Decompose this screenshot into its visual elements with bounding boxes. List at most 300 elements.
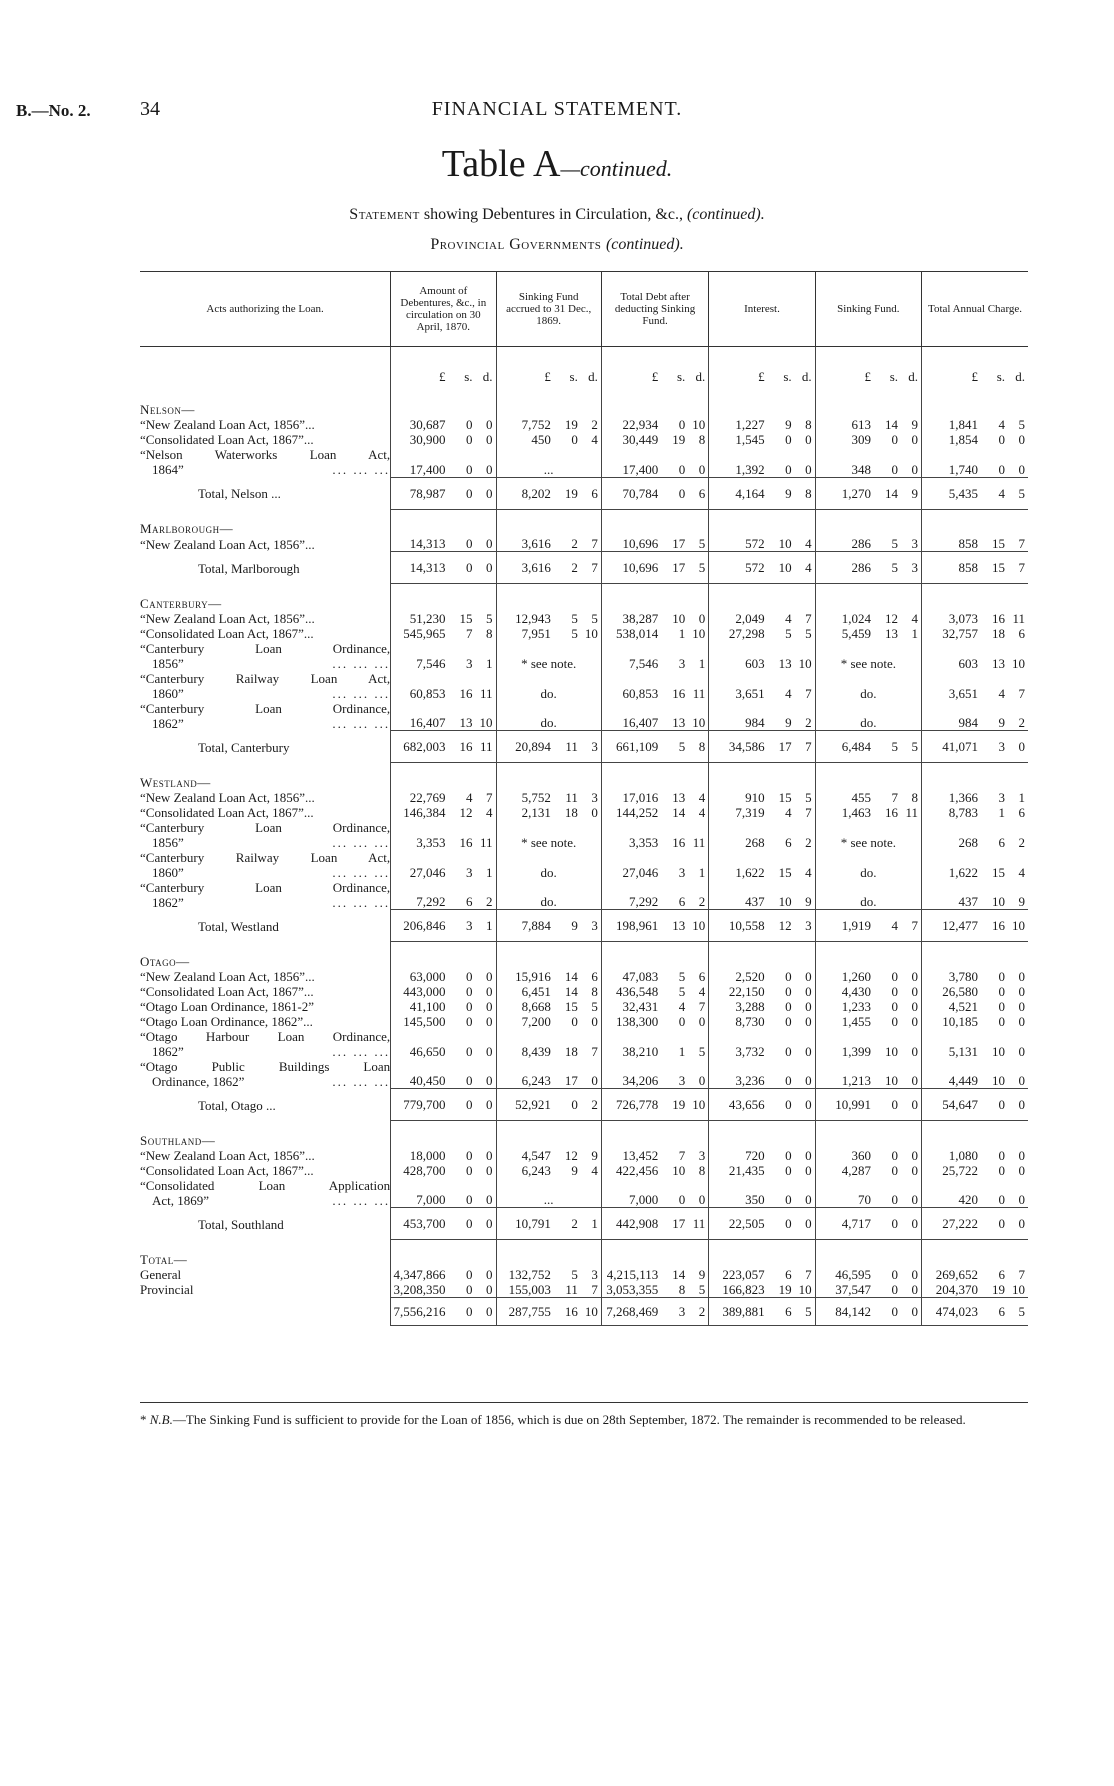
cell-annual-value (922, 715, 1028, 730)
cell-amount-value (391, 486, 495, 501)
label-text: “Consolidated Loan Act, 1867”... (140, 432, 314, 447)
cell-amount-value (391, 536, 495, 551)
cell-annual-pounds: 26,580 (942, 983, 978, 999)
cell-sinking-shillings: 0 (891, 1266, 899, 1282)
footnote (140, 1412, 1033, 1428)
cell-accrued-pence: 6 (591, 968, 598, 984)
cell-sinking-shillings: 0 (891, 968, 899, 984)
cell-amount-pence: 0 (486, 560, 493, 575)
cell-accrued-pence: 6 (591, 485, 598, 501)
cell-amount-pence: 0 (486, 461, 493, 477)
cell-amount-value (391, 984, 495, 999)
cell-accrued (496, 820, 601, 850)
cell-amount-pounds: 60,853 (409, 685, 446, 701)
cell-interest (709, 1297, 815, 1325)
cell-sinking-value (816, 969, 921, 984)
cell-accrued-pence: 5 (591, 610, 598, 626)
cell-annual-shillings: 15 (992, 864, 1005, 880)
cell-debt-pence: 2 (698, 894, 706, 909)
cell-sinking-pence: 1 (911, 625, 919, 641)
label-text: “New Zealand Loan Act, 1856”... (140, 536, 315, 552)
provincial-continued: (continued). (605, 236, 684, 253)
cell-interest-pounds: 43,656 (728, 1097, 765, 1112)
grand-general-row (140, 1267, 1028, 1282)
table-row-label (140, 447, 391, 477)
label-line (140, 835, 390, 850)
cell-debt-pence: 4 (698, 983, 706, 999)
cell-amount-pounds: 51,230 (409, 610, 446, 626)
cell-annual-pounds: 858 (958, 560, 978, 575)
cell-annual-value (922, 656, 1028, 671)
cell-amount-pounds: 453,700 (403, 1216, 446, 1231)
cell-interest-pounds: 10,558 (728, 918, 765, 933)
cell-interest-value (709, 715, 814, 730)
cell-amount-pence: 0 (486, 998, 493, 1014)
cell-annual-shillings: 19 (992, 1281, 1005, 1297)
cell-debt-pounds: 3,053,355 (606, 1281, 659, 1297)
cell-annual-shillings: 0 (998, 1013, 1005, 1029)
cell-interest-pence: 0 (805, 983, 812, 999)
cell-amount (391, 671, 496, 701)
cell-annual-value (922, 1148, 1028, 1163)
cell-debt-pounds: 4,215,113 (606, 1266, 659, 1282)
cell-interest-pence: 0 (805, 1097, 812, 1112)
cell-debt-pence: 8 (698, 1162, 706, 1178)
grand-provincial-row (140, 1282, 1028, 1298)
table-row (140, 701, 1028, 731)
cell-amount-pounds: 4,347,866 (393, 1266, 446, 1282)
label-text: Total, Southland (198, 1216, 284, 1232)
cell-amount (391, 432, 496, 447)
cell-interest-pounds: 1,392 (735, 461, 765, 477)
cell-sinking-value (816, 790, 921, 805)
cell-amount (391, 1297, 496, 1325)
cell-annual-value (922, 918, 1028, 933)
cell-sinking-pounds: 70 (858, 1192, 872, 1207)
cell-sinking-pence: 0 (911, 998, 919, 1014)
cell-interest (709, 1059, 815, 1089)
cell-annual (922, 1014, 1028, 1029)
cell-annual-shillings: 1 (998, 804, 1005, 820)
cell-debt (601, 805, 708, 820)
cell-sinking-value (816, 1216, 921, 1231)
cell-debt-pence: 0 (698, 1013, 706, 1029)
cell-debt-value (602, 1044, 708, 1059)
cell-interest (709, 432, 815, 447)
cell-debt-shillings: 19 (672, 1097, 686, 1112)
cell-debt-shillings: 0 (678, 485, 686, 501)
cell-amount-pence: 0 (486, 1266, 493, 1282)
cell-accrued-value (497, 1267, 601, 1282)
cell-accrued (496, 1163, 601, 1178)
cell-debt-value (602, 686, 708, 701)
cell-accrued-note: do. (540, 715, 557, 730)
cell-debt-shillings: 7 (678, 1147, 686, 1163)
cell-amount-shillings: 12 (459, 804, 473, 820)
cell-debt-pounds: 38,210 (622, 1043, 659, 1059)
cell-amount (391, 552, 496, 584)
cell-debt (601, 432, 708, 447)
cell-sinking-shillings: 14 (885, 485, 899, 501)
cell-annual-pence: 5 (1018, 417, 1025, 432)
cell-sinking (815, 1208, 921, 1240)
cell-sinking-value (816, 1163, 921, 1178)
provincial-subtitle (0, 236, 1114, 254)
cell-interest (709, 850, 815, 880)
cell-accrued-note: do. (540, 864, 557, 880)
label-line-text: 1862” (152, 1043, 184, 1059)
cell-amount-shillings: 4 (466, 789, 473, 805)
cell-annual-pence: 5 (1018, 1303, 1025, 1319)
cell-interest (709, 790, 815, 805)
cell-sinking-shillings: 5 (891, 739, 899, 754)
cell-amount-value (391, 969, 495, 984)
cell-annual (922, 671, 1028, 701)
cell-interest-value (709, 1014, 814, 1029)
cell-sinking-pence: 0 (911, 1303, 919, 1319)
cell-accrued (496, 536, 601, 552)
cell-debt (601, 1148, 708, 1163)
cell-annual-pence: 0 (1018, 1097, 1025, 1112)
cell-annual-pence: 0 (1018, 1073, 1025, 1088)
cell-annual-pounds: 3,073 (948, 610, 978, 626)
table-title (0, 142, 1114, 186)
label-line: “Canterbury Railway Loan Act, (140, 849, 391, 865)
cell-annual-pounds: 54,647 (942, 1097, 978, 1112)
cell-sinking-pounds: 4,430 (841, 983, 872, 999)
cell-interest-shillings: 9 (785, 417, 792, 432)
cell-accrued-pence: 10 (584, 1303, 598, 1319)
cell-annual-shillings: 10 (992, 894, 1005, 909)
cell-sinking-pence: 8 (911, 789, 919, 805)
cell-interest-shillings: 13 (778, 655, 792, 671)
cell-accrued-pence: 7 (591, 560, 598, 575)
cell-annual-pounds: 3,780 (948, 968, 978, 984)
units: £ s. d. (544, 369, 598, 384)
cell-annual-value (922, 984, 1028, 999)
cell-interest-pounds: 350 (745, 1192, 765, 1207)
total-row-southland-label (140, 1208, 391, 1240)
cell-sinking (815, 850, 921, 880)
cell-annual-pounds: 4,449 (948, 1073, 978, 1088)
cell-accrued-pence: 2 (591, 417, 598, 432)
cell-accrued (496, 1178, 601, 1208)
cell-annual-shillings: 13 (992, 655, 1005, 671)
label-line (140, 1044, 390, 1059)
cell-sinking (815, 641, 921, 671)
cell-accrued (496, 969, 601, 984)
cell-sinking-shillings: 0 (891, 461, 899, 477)
cell-interest-value (709, 1282, 814, 1297)
cell-interest-pounds: 22,505 (728, 1216, 765, 1231)
cell-interest-pence: 0 (805, 1147, 812, 1163)
cell-sinking-pence: 0 (911, 968, 919, 984)
cell-sinking-value (816, 918, 921, 933)
cell-interest (709, 701, 815, 731)
cell-sinking (815, 1178, 921, 1208)
cell-debt-pounds: 17,400 (622, 461, 659, 477)
cell-amount-pounds: 18,000 (409, 1147, 446, 1163)
cell-amount (391, 820, 496, 850)
cell-debt-pounds: 138,300 (616, 1013, 659, 1029)
label-line-text: Ordinance, 1862” (152, 1073, 245, 1089)
cell-debt (601, 999, 708, 1014)
page-title: FINANCIAL STATEMENT. (431, 98, 683, 120)
table-row (140, 417, 1028, 432)
cell-annual-pounds: 4,521 (948, 998, 978, 1014)
cell-interest-pence: 5 (805, 789, 812, 805)
cell-annual-value (922, 865, 1028, 880)
region-heading-southland (140, 1121, 1028, 1148)
cell-accrued (496, 447, 601, 477)
cell-interest-shillings: 10 (778, 894, 792, 909)
cell-debt-shillings: 0 (678, 1192, 686, 1207)
cell-amount-value (391, 1163, 495, 1178)
cell-accrued-value (497, 1073, 601, 1088)
table-row (140, 1178, 1028, 1208)
cell-debt-value (602, 1216, 708, 1231)
cell-sinking-pounds: 1,024 (841, 610, 872, 626)
cell-annual-value (922, 1014, 1028, 1029)
cell-amount-pence: 0 (486, 417, 493, 432)
cell-amount-pounds: 145,500 (403, 1013, 446, 1029)
cell-interest-value (709, 1097, 814, 1112)
table-bottom-rule (140, 1402, 1028, 1403)
cell-annual (922, 910, 1028, 942)
cell-annual-pounds: 10,185 (942, 1013, 978, 1029)
cell-amount-pence: 8 (486, 625, 493, 641)
cell-debt (601, 641, 708, 671)
cell-amount (391, 1089, 496, 1121)
cell-amount-pounds: 3,353 (416, 834, 446, 850)
cell-sinking-shillings: 12 (885, 610, 899, 626)
cell-annual-pence: 6 (1018, 804, 1025, 820)
label-text: “Consolidated Loan Act, 1867”... (140, 1162, 314, 1178)
cell-interest-value (709, 560, 814, 575)
cell-sinking-value (816, 417, 921, 432)
cell-debt-pounds: 10,696 (622, 536, 659, 551)
cell-accrued-pence: 3 (591, 918, 598, 933)
cell-annual-pounds: 12,477 (942, 918, 978, 933)
label-line: “Canterbury Loan Ordinance, (140, 700, 391, 716)
cell-sinking-pence: 9 (911, 417, 919, 432)
region-name: Otago— (140, 953, 190, 969)
cell-accrued-pence: 7 (591, 1281, 598, 1297)
cell-interest-pounds: 34,586 (728, 739, 765, 754)
cell-amount-shillings: 0 (466, 1043, 473, 1059)
cell-accrued-shillings: 2 (571, 1216, 578, 1231)
total-row-marlborough (140, 552, 1028, 584)
cell-interest-shillings: 6 (785, 834, 792, 850)
debentures-table (140, 271, 1028, 1326)
cell-amount (391, 790, 496, 805)
cell-annual (922, 731, 1028, 763)
cell-accrued-value (497, 790, 601, 805)
label-line-text: 1860” (152, 685, 184, 701)
cell-interest-pounds: 22,150 (728, 983, 765, 999)
cell-interest (709, 820, 815, 850)
grand-sum-row-label (140, 1297, 391, 1325)
cell-amount-pence: 0 (486, 1303, 493, 1319)
cell-interest (709, 1282, 815, 1298)
cell-debt (601, 969, 708, 984)
cell-amount-value (391, 1097, 495, 1112)
cell-accrued-pounds: 6,451 (521, 983, 551, 999)
cell-amount-value (391, 715, 495, 730)
cell-sinking-shillings: 7 (891, 789, 899, 805)
cell-accrued-value (497, 1282, 601, 1297)
label-line (140, 1074, 390, 1089)
cell-amount-shillings: 16 (459, 739, 473, 754)
cell-debt-pence: 4 (698, 789, 706, 805)
table-row-label (140, 850, 391, 880)
cell-amount-pounds: 7,556,216 (393, 1303, 446, 1319)
cell-accrued-pence: 4 (591, 432, 598, 447)
cell-interest-pounds: 1,227 (735, 417, 765, 432)
cell-sinking-pence: 7 (911, 918, 919, 933)
cell-interest-value (709, 969, 814, 984)
cell-debt-pence: 11 (692, 834, 706, 850)
cell-accrued (496, 805, 601, 820)
table-row-label (140, 626, 391, 641)
cell-accrued-shillings: 5 (571, 1266, 578, 1282)
cell-debt-pence: 1 (698, 864, 706, 880)
cell-annual-shillings: 6 (998, 834, 1005, 850)
label-text: Total, Westland (198, 918, 279, 934)
cell-annual (922, 447, 1028, 477)
cell-annual-shillings: 9 (998, 715, 1005, 730)
cell-amount-pounds: 779,700 (403, 1097, 446, 1112)
cell-interest-value (709, 805, 814, 820)
cell-interest-pounds: 3,236 (735, 1073, 765, 1088)
cell-annual-value (922, 835, 1028, 850)
cell-annual (922, 999, 1028, 1014)
cell-accrued-shillings: 14 (564, 968, 578, 984)
cell-interest-value (709, 1267, 814, 1282)
label-text: “Consolidated Loan Act, 1867”... (140, 804, 314, 820)
cell-debt-pence: 1 (698, 655, 706, 671)
cell-annual-shillings: 4 (998, 485, 1005, 501)
cell-annual-shillings: 18 (992, 625, 1005, 641)
cell-amount-shillings: 16 (459, 834, 473, 850)
cell-interest-pence: 10 (798, 655, 812, 671)
cell-amount-shillings: 3 (466, 655, 473, 671)
cell-amount (391, 477, 496, 509)
cell-accrued-pounds: 7,884 (521, 918, 551, 933)
cell-interest (709, 1178, 815, 1208)
cell-accrued-shillings: 2 (571, 560, 578, 575)
cell-accrued-value (497, 560, 601, 575)
cell-interest (709, 552, 815, 584)
cell-accrued-value (497, 1163, 601, 1178)
table-row-label (140, 1059, 391, 1089)
cell-amount-shillings: 0 (466, 983, 473, 999)
region-name: Marlborough— (140, 521, 234, 536)
cell-amount-value (391, 1044, 495, 1059)
cell-interest-value (709, 536, 814, 551)
table-row-label (140, 820, 391, 850)
cell-sinking-pence: 0 (911, 1097, 919, 1112)
cell-annual (922, 880, 1028, 910)
cell-amount (391, 1178, 496, 1208)
cell-sinking-shillings: 13 (885, 625, 899, 641)
cell-sinking-pounds: 5,459 (841, 625, 872, 641)
label-text: “Consolidated Loan Act, 1867”... (140, 625, 314, 641)
label-text: “Otago Loan Ordinance, 1862”... (140, 1013, 313, 1029)
cell-debt-pounds: 34,206 (622, 1073, 659, 1088)
cell-debt-pounds: 30,449 (622, 432, 659, 447)
cell-interest-pounds: 3,651 (735, 685, 765, 701)
cell-sinking (815, 731, 921, 763)
region-heading-marlborough (140, 509, 1028, 536)
cell-annual-pence: 0 (1018, 461, 1025, 477)
table-header-row (140, 272, 1028, 347)
cell-annual-pence: 2 (1018, 715, 1025, 730)
cell-accrued-value (497, 1014, 601, 1029)
cell-interest-value (709, 432, 814, 447)
cell-accrued-shillings: 12 (564, 1147, 578, 1163)
cell-accrued-pence: 0 (591, 804, 598, 820)
leader-dots: ... ... ... (332, 1043, 391, 1059)
cell-interest-pence: 3 (805, 918, 812, 933)
cell-interest-value (709, 462, 814, 477)
table-row-label (140, 1014, 391, 1029)
cell-amount-value (391, 656, 495, 671)
cell-interest-pence: 9 (805, 894, 812, 909)
cell-interest-value (709, 1148, 814, 1163)
cell-debt (601, 611, 708, 626)
table-body (140, 347, 1028, 1326)
cell-debt-pence: 5 (698, 1043, 706, 1059)
cell-debt-pence: 0 (698, 461, 706, 477)
cell-interest-value (709, 626, 814, 641)
cell-amount-value (391, 835, 495, 850)
cell-accrued (496, 417, 601, 432)
cell-amount-shillings: 13 (459, 715, 473, 730)
cell-debt-value (602, 486, 708, 501)
cell-annual-value (922, 462, 1028, 477)
cell-interest (709, 1148, 815, 1163)
cell-sinking-pounds: 6,484 (841, 739, 872, 754)
cell-debt-shillings: 3 (678, 655, 686, 671)
cell-debt-value (602, 1267, 708, 1282)
footnote-text: —The Sinking Fund is sufficient to provide for the Loan of 1856, which is due on 28th September, 1872. The remainder is recommended to be released. (172, 1412, 966, 1427)
cell-accrued (496, 552, 601, 584)
cell-debt-shillings: 0 (678, 461, 686, 477)
cell-sinking-value (816, 999, 921, 1014)
cell-sinking (815, 805, 921, 820)
cell-amount-value (391, 790, 495, 805)
cell-sinking-pounds: 613 (851, 417, 872, 432)
units-row (140, 347, 1028, 391)
region-name: Westland— (140, 774, 211, 790)
cell-sinking-value (816, 432, 921, 447)
cell-debt-pounds: 436,548 (616, 983, 659, 999)
cell-debt-value (602, 1192, 708, 1207)
cell-debt-value (602, 1304, 708, 1319)
cell-accrued (496, 477, 601, 509)
leader-dots: ... ... ... (332, 894, 391, 910)
cell-amount-pounds: 3,208,350 (393, 1281, 446, 1297)
cell-debt (601, 671, 708, 701)
cell-amount-value (391, 417, 495, 432)
cell-amount (391, 731, 496, 763)
cell-debt-shillings: 1 (678, 1043, 686, 1059)
cell-interest (709, 805, 815, 820)
cell-annual-shillings: 4 (998, 685, 1005, 701)
cell-amount-pence: 11 (479, 685, 493, 701)
cell-sinking-value (816, 626, 921, 641)
